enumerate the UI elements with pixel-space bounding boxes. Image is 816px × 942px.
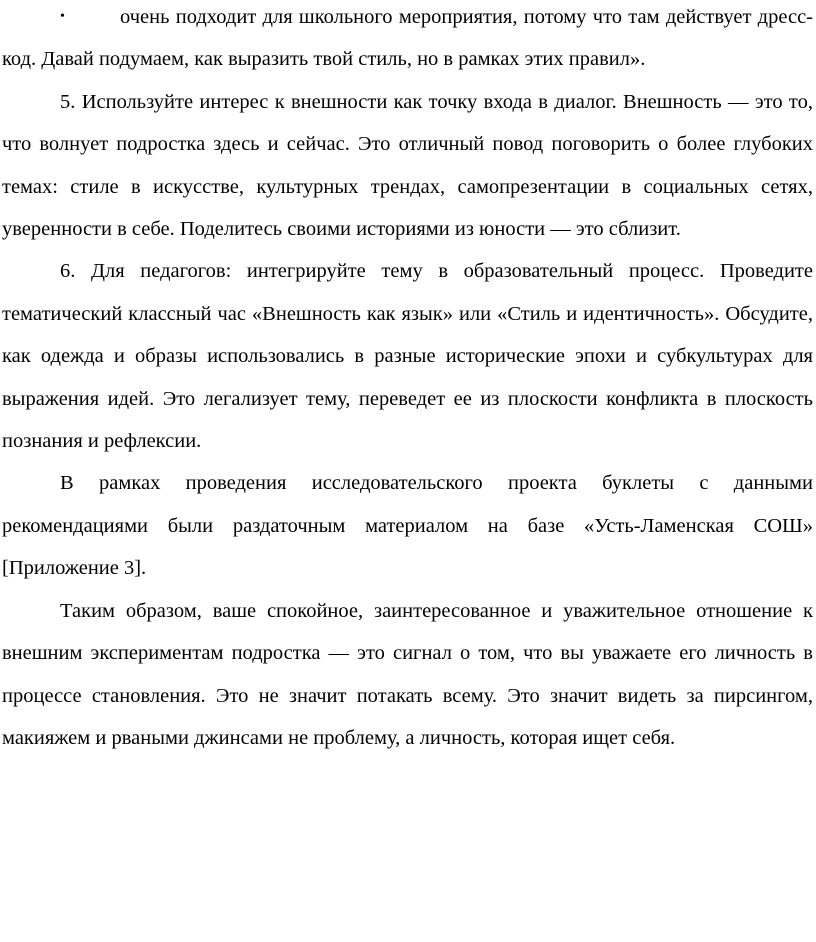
- paragraph-recommendation-5: 5. Используйте интерес к внешности как точку входа в диалог. Внешность — это то, что волнует подростка здесь и сейчас. Это отличный повод поговорить о более глубоких темах: стиле в искусстве, культурных трендах, самопрезентации в социальных сетях, уверенности в себе. Поделитесь своими историями из юности — это сблизит.: [2, 90, 813, 241]
- paragraph-text: очень подходит для школьного мероприятия, потому что там действует дресс-код. Давай подумаем, как выразить твой стиль, но в рамках этих правил».: [2, 6, 813, 71]
- paragraph-conclusion: Таким образом, ваше спокойное, заинтересованное и уважительное отношение к внешним экспериментам подростка — это сигнал о том, что вы уважаете его личность в процессе становления. Это не значит потакать всему. Это значит видеть за пирсингом, макияжем и рваными джинсами не проблему, а личность, которая ищет себя.: [2, 599, 813, 749]
- bullet-icon: •: [60, 9, 65, 24]
- paragraph-project-booklets: В рамках проведения исследовательского проекта буклеты с данными рекомендациями были раздаточным материалом на базе «Усть-Ламенская СОШ» [Приложение 3].: [2, 472, 813, 580]
- paragraph-recommendation-6: 6. Для педагогов: интегрируйте тему в образовательный процесс. Проведите тематический классный час «Внешность как язык» или «Стиль и идентичность». Обсудите, как одежда и образы использовались в разные исторические эпохи и субкультурах для выражения идей. Это легализует тему, переведет ее из плоскости конфликта в плоскость познания и рефлексии.: [2, 260, 813, 453]
- bullet-paragraph-continuation: [2, 0, 813, 81]
